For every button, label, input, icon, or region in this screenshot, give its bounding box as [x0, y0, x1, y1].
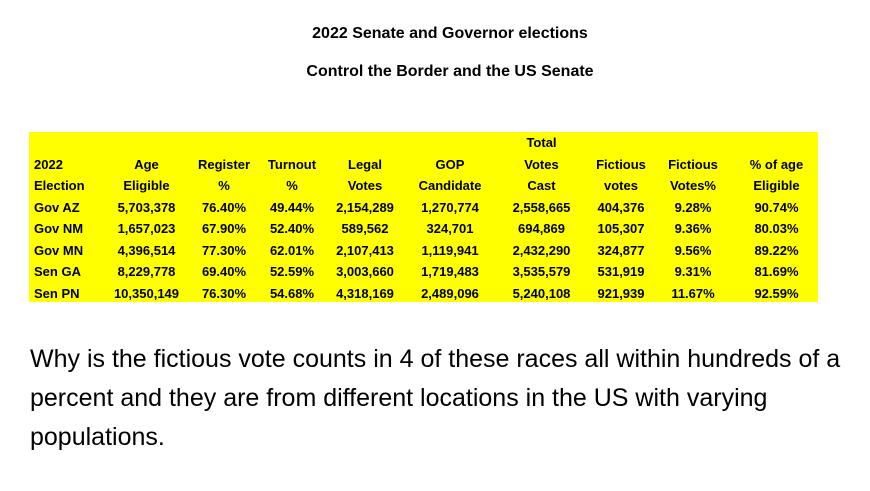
table-cell: 62.01%	[269, 242, 315, 258]
table-cell: 3,535,579	[512, 264, 571, 279]
table-cell: 69.40%	[201, 264, 247, 279]
table-cell: 11.67%	[671, 285, 715, 301]
table-cell: 67.90%	[201, 221, 247, 236]
table-cell: 1,657,023	[117, 221, 176, 236]
table-cell: 1,270,774	[421, 199, 479, 215]
header-cell: Fictious	[596, 156, 646, 172]
table-row	[29, 240, 818, 262]
table-cell: 10,350,149	[113, 285, 180, 301]
header-cell	[262, 132, 322, 154]
table-cell: 81.69%	[754, 264, 799, 279]
table-cell: Gov MN	[34, 242, 84, 258]
header-cell: %	[218, 178, 230, 193]
header-cell: votes	[604, 178, 638, 193]
header-row	[29, 154, 818, 176]
header-cell	[651, 132, 735, 154]
table-cell: 4,396,514	[117, 242, 176, 258]
table-cell: 589,562	[341, 221, 389, 236]
table-cell: 531,919	[597, 264, 645, 279]
table-cell: 54.68%	[269, 285, 315, 301]
header-cell: Age	[134, 156, 159, 172]
table-cell: 5,703,378	[117, 199, 176, 215]
table-cell: 89.22%	[754, 242, 799, 258]
table-cell: 80.03%	[754, 221, 799, 236]
table-body	[29, 197, 818, 305]
table-cell: 9.28%	[674, 199, 712, 215]
header-cell: Votes%	[670, 178, 716, 193]
table-cell: 2,558,665	[512, 199, 571, 215]
table-cell: 90.74%	[754, 199, 799, 215]
table-cell: 52.59%	[269, 264, 315, 279]
table-cell: 324,701	[426, 221, 474, 236]
header-row	[29, 175, 818, 197]
header-cell: Votes	[347, 178, 383, 193]
table-cell: 324,877	[597, 242, 645, 258]
table-cell: 76.30%	[201, 285, 247, 301]
table-cell: 404,376	[597, 199, 645, 215]
table-cell: 52.40%	[269, 221, 315, 236]
header-cell	[322, 132, 408, 154]
table-cell: Sen PN	[34, 285, 80, 301]
header-cell	[186, 132, 262, 154]
table-cell: 2,432,290	[512, 242, 571, 258]
table-cell: 9.36%	[674, 221, 712, 236]
header-cell: %	[286, 178, 298, 193]
table-cell: 694,869	[518, 221, 565, 236]
header-cell: 2022	[34, 156, 63, 172]
header-cell: Election	[34, 178, 85, 193]
table-cell: 105,307	[597, 221, 645, 236]
table-cell: Gov AZ	[34, 199, 80, 215]
table-cell: 3,003,660	[336, 264, 394, 279]
table-cell: 49.44%	[269, 199, 315, 215]
header-cell	[29, 132, 107, 154]
table-cell: 2,489,096	[421, 285, 479, 301]
table-cell: 76.40%	[201, 199, 247, 215]
question-text: Why is the fictious vote counts in 4 of these races all within hundreds of a percent and they are from different locations in the US with varying populations.	[30, 345, 841, 451]
header-row	[29, 132, 818, 154]
table-row	[29, 261, 818, 283]
table-cell: 92.59%	[754, 285, 799, 301]
header-cell	[107, 132, 186, 154]
table-row	[29, 197, 818, 219]
header-cell: Legal	[348, 156, 382, 172]
election-table	[29, 132, 818, 304]
table-cell: 77.30%	[201, 242, 247, 258]
table-row	[29, 283, 818, 305]
title-line-2: Control the Border and the US Senate	[306, 63, 594, 80]
table-cell: 1,119,941	[421, 242, 479, 258]
header-cell: Votes	[524, 156, 559, 172]
table-cell: 921,939	[597, 285, 645, 301]
header-cell: Cast	[527, 178, 556, 193]
table-cell: Gov NM	[34, 221, 84, 236]
header-cell	[735, 132, 818, 154]
header-cell: Fictious	[668, 156, 718, 172]
header-cell: % of age	[749, 156, 804, 172]
table-cell: 9.31%	[674, 264, 712, 279]
table-cell: 1,719,483	[421, 264, 479, 279]
table-cell: Sen GA	[34, 264, 81, 279]
header-cell: Eligible	[753, 178, 800, 193]
table-cell: 8,229,778	[117, 264, 176, 279]
header-cell: Candidate	[418, 178, 482, 193]
table-cell: 5,240,108	[512, 285, 571, 301]
header-cell: Register	[197, 156, 251, 172]
header-cell: Total	[526, 135, 557, 150]
table-row	[29, 218, 818, 240]
title-line-1: 2022 Senate and Governor elections	[312, 25, 588, 42]
table-header	[29, 132, 818, 197]
table-cell: 2,154,289	[336, 199, 394, 215]
table-cell: 2,107,413	[336, 242, 394, 258]
header-cell	[408, 132, 492, 154]
header-cell: Eligible	[123, 178, 170, 193]
table-cell: 9.56%	[674, 242, 712, 258]
header-cell: GOP	[435, 156, 465, 172]
header-cell	[591, 132, 651, 154]
table-cell: 4,318,169	[336, 285, 394, 301]
election-table-block	[29, 132, 818, 302]
header-cell: Turnout	[267, 156, 317, 172]
